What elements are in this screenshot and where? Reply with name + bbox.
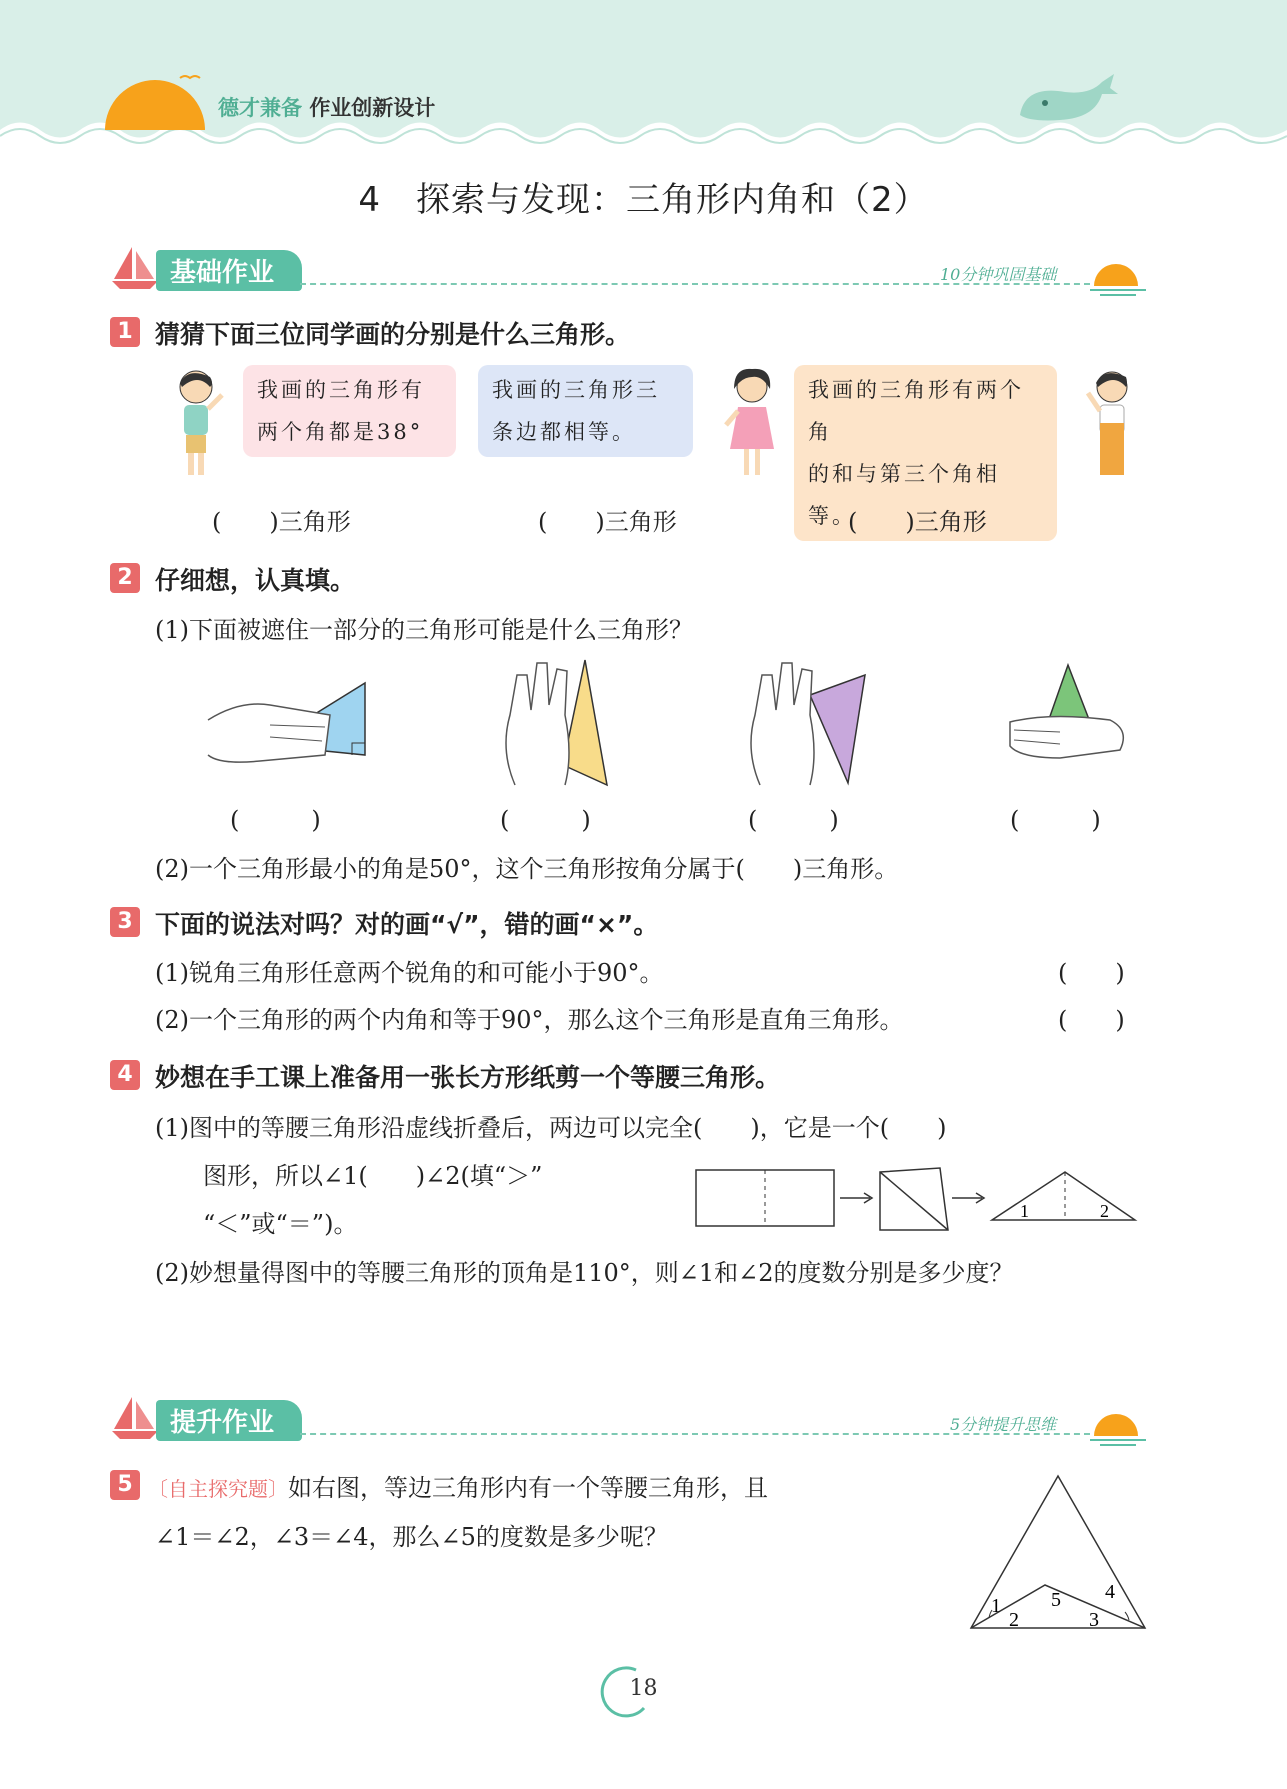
fig-angle-label: 2 (1100, 1201, 1109, 1221)
fig-angle-label: 1 (991, 1595, 1001, 1617)
question-3-text: 下面的说法对吗？对的画“√”，错的画“×”。 (155, 910, 659, 939)
question-3-item1: (1)锐角三角形任意两个锐角的和可能小于90°。 (155, 959, 664, 987)
question-4-sub1-line2: 图形，所以∠1( )∠2(填“＞” (203, 1162, 543, 1190)
sun-icon (100, 60, 210, 130)
fig-angle-label: 1 (1020, 1201, 1029, 1221)
question-tag: 〔自主探究题〕 (148, 1477, 288, 1501)
brand-dark: 作业创新设计 (309, 96, 436, 120)
brand-green: 德才兼备 (218, 96, 302, 120)
judge-blank[interactable]: ( ) (1058, 959, 1125, 987)
speech-bubble-1 (243, 365, 456, 457)
question-1-text: 猜猜下面三位同学画的分别是什么三角形。 (155, 320, 631, 349)
bubble-line: 的和与第三个角相等。 (808, 462, 1000, 528)
answer-blank[interactable]: ( ) (748, 806, 839, 834)
hand-acute-triangle-figure (740, 655, 875, 790)
girl-figure-icon (722, 365, 782, 490)
answer-blank[interactable]: ( ) (500, 806, 591, 834)
question-number: 1 (110, 317, 140, 347)
question-5-line2: ∠1＝∠2，∠3＝∠4，那么∠5的度数是多少呢？ (155, 1523, 668, 1551)
question-4-text: 妙想在手工课上准备用一张长方形纸剪一个等腰三角形。 (155, 1063, 781, 1092)
answer-blank[interactable]: ( )三角形 (212, 508, 351, 536)
paper-folding-figure (690, 1160, 1140, 1240)
question-4-sub1-line1: (1)图中的等腰三角形沿虚线折叠后，两边可以完全( )，它是一个( ) (155, 1114, 947, 1142)
whale-icon (1010, 70, 1120, 130)
question-number: 5 (110, 1470, 140, 1500)
sailboat-icon (110, 1395, 160, 1441)
question-number: 2 (110, 563, 140, 593)
fig-angle-label: 2 (1009, 1609, 1019, 1631)
section-advanced-time: 5分钟提升思维 (950, 1415, 1057, 1434)
boy2-figure-icon (1082, 365, 1142, 490)
question-4-sub1-line3: “＜”或“＝”)。 (203, 1210, 358, 1238)
fig-angle-label: 5 (1051, 1589, 1061, 1611)
question-number: 3 (110, 907, 140, 937)
question-2-sub2: (2)一个三角形最小的角是50°，这个三角形按角分属于( )三角形。 (155, 855, 899, 883)
page-title: 4 探索与发现：三角形内角和（2） (358, 180, 929, 220)
question-number: 4 (110, 1060, 140, 1090)
hand-green-triangle-figure (1000, 660, 1135, 785)
bubble-line: 我画的三角形三 (492, 378, 660, 402)
nested-triangles-figure (965, 1470, 1150, 1635)
bubble-line: 我画的三角形有两个角 (808, 378, 1024, 444)
sunset-icon (1090, 258, 1150, 298)
sunset-icon (1090, 1408, 1150, 1448)
question-4-sub2: (2)妙想量得图中的等腰三角形的顶角是110°，则∠1和∠2的度数分别是多少度？ (155, 1259, 1014, 1287)
answer-blank[interactable]: ( ) (1010, 806, 1101, 834)
question-5-line1 (148, 1468, 768, 1503)
page-number: 18 (629, 1676, 658, 1701)
hand-right-triangle-figure (200, 675, 375, 775)
fig-angle-label: 3 (1089, 1609, 1099, 1631)
section-basic-label: 基础作业 (156, 250, 302, 291)
boy-figure-icon (168, 365, 228, 485)
brand-title (218, 92, 435, 122)
sailboat-icon (110, 245, 160, 291)
judge-blank[interactable]: ( ) (1058, 1006, 1125, 1034)
answer-blank[interactable]: ( ) (230, 806, 321, 834)
fig-angle-label: 4 (1105, 1581, 1115, 1603)
bubble-line: 两个角都是38° (257, 420, 424, 444)
hand-obtuse-triangle-figure (495, 655, 615, 790)
speech-bubble-2 (478, 365, 693, 457)
section-advanced-label: 提升作业 (156, 1400, 302, 1441)
question-2-sub1: (1)下面被遮住一部分的三角形可能是什么三角形？ (155, 616, 693, 644)
answer-blank[interactable]: ( )三角形 (848, 508, 987, 536)
bubble-line: 我画的三角形有 (257, 378, 425, 402)
section-basic-time: 10分钟巩固基础 (940, 265, 1057, 284)
question-2-text: 仔细想，认真填。 (155, 566, 356, 595)
question-3-item2: (2)一个三角形的两个内角和等于90°，那么这个三角形是直角三角形。 (155, 1006, 904, 1034)
question-5-text: 如右图，等边三角形内有一个等腰三角形，且 (288, 1474, 768, 1502)
bubble-line: 条边都相等。 (492, 420, 636, 444)
answer-blank[interactable]: ( )三角形 (538, 508, 677, 536)
